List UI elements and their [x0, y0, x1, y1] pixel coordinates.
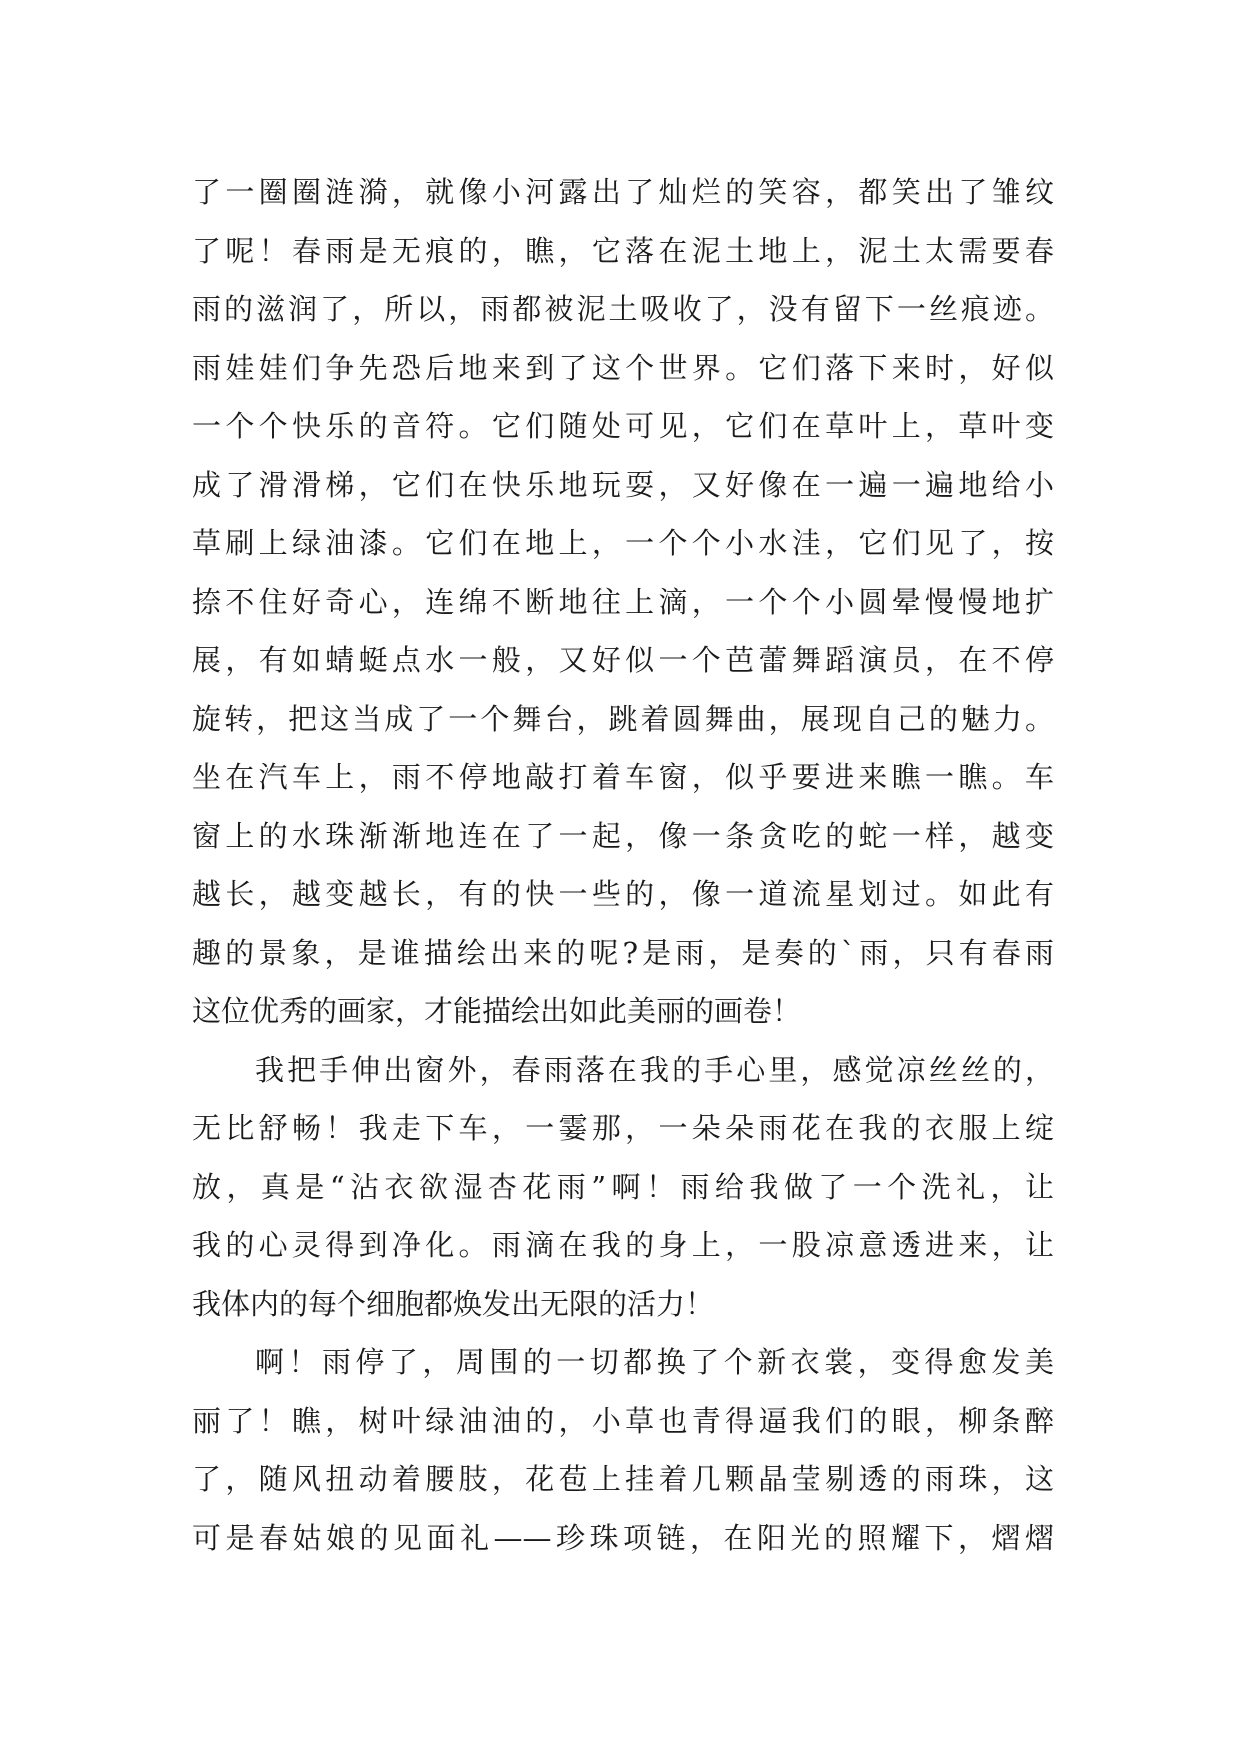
text-line: 了一圈圈涟漪，就像小河露出了灿烂的笑容，都笑出了雏纹 [192, 175, 1054, 209]
text-line: 草刷上绿油漆。它们在地上，一个个小水洼，它们见了，按 [192, 526, 1054, 560]
paragraph-first-line: 我把手伸出窗外，春雨落在我的手心里，感觉凉丝丝的， [255, 1052, 1054, 1087]
text-line: 窗上的水珠渐渐地连在了一起，像一条贪吃的蛇一样，越变 [192, 818, 1054, 853]
text-line: 一个个快乐的音符。它们随处可见，它们在草叶上，草叶变 [192, 409, 1054, 443]
text-line: 我体内的每个细胞都焕发出无限的活力！ [192, 1286, 715, 1321]
text-line: 了呢！春雨是无痕的，瞧，它落在泥土地上，泥土太需要春 [192, 233, 1054, 268]
text-line: 我的心灵得到净化。雨滴在我的身上，一股凉意透进来，让 [192, 1228, 1054, 1262]
text-line: 放，真是“沾衣欲湿杏花雨”啊！雨给我做了一个洗礼，让 [192, 1169, 1054, 1204]
text-line: 丽了！瞧，树叶绿油油的，小草也青得逼我们的眼，柳条醉 [192, 1403, 1054, 1438]
text-line: 捺不住好奇心，连绵不断地往上滴，一个个小圆晕慢慢地扩 [192, 584, 1054, 619]
text-line: 了，随风扭动着腰肢，花苞上挂着几颗晶莹剔透的雨珠，这 [192, 1462, 1054, 1496]
text-line: 雨的滋润了，所以，雨都被泥土吸收了，没有留下一丝痕迹。 [192, 292, 1054, 326]
text-line: 雨娃娃们争先恐后地来到了这个世界。它们落下来时，好似 [192, 350, 1054, 385]
text-line: 成了滑滑梯，它们在快乐地玩耍，又好像在一遍一遍地给小 [192, 467, 1054, 502]
text-line: 越长，越变越长，有的快一些的，像一道流星划过。如此有 [192, 877, 1054, 911]
text-line: 这位优秀的画家，才能描绘出如此美丽的画卷！ [192, 994, 802, 1028]
text-line: 趣的景象，是谁描绘出来的呢?是雨，是奏的`雨，只有春雨 [192, 935, 1054, 970]
text-line: 展，有如蜻蜓点水一般，又好似一个芭蕾舞蹈演员，在不停 [192, 643, 1054, 677]
document-body-text [192, 163, 1054, 1567]
text-line: 坐在汽车上，雨不停地敲打着车窗，似乎要进来瞧一瞧。车 [192, 760, 1054, 794]
text-line: 无比舒畅！我走下车，一霎那，一朵朵雨花在我的衣服上绽 [192, 1111, 1054, 1145]
paragraph-first-line: 啊！雨停了，周围的一切都换了个新衣裳，变得愈发美 [255, 1345, 1054, 1379]
text-line: 可是春姑娘的见面礼——珍珠项链，在阳光的照耀下，熠熠 [192, 1520, 1054, 1555]
text-line: 旋转，把这当成了一个舞台，跳着圆舞曲，展现自己的魅力。 [192, 701, 1054, 736]
